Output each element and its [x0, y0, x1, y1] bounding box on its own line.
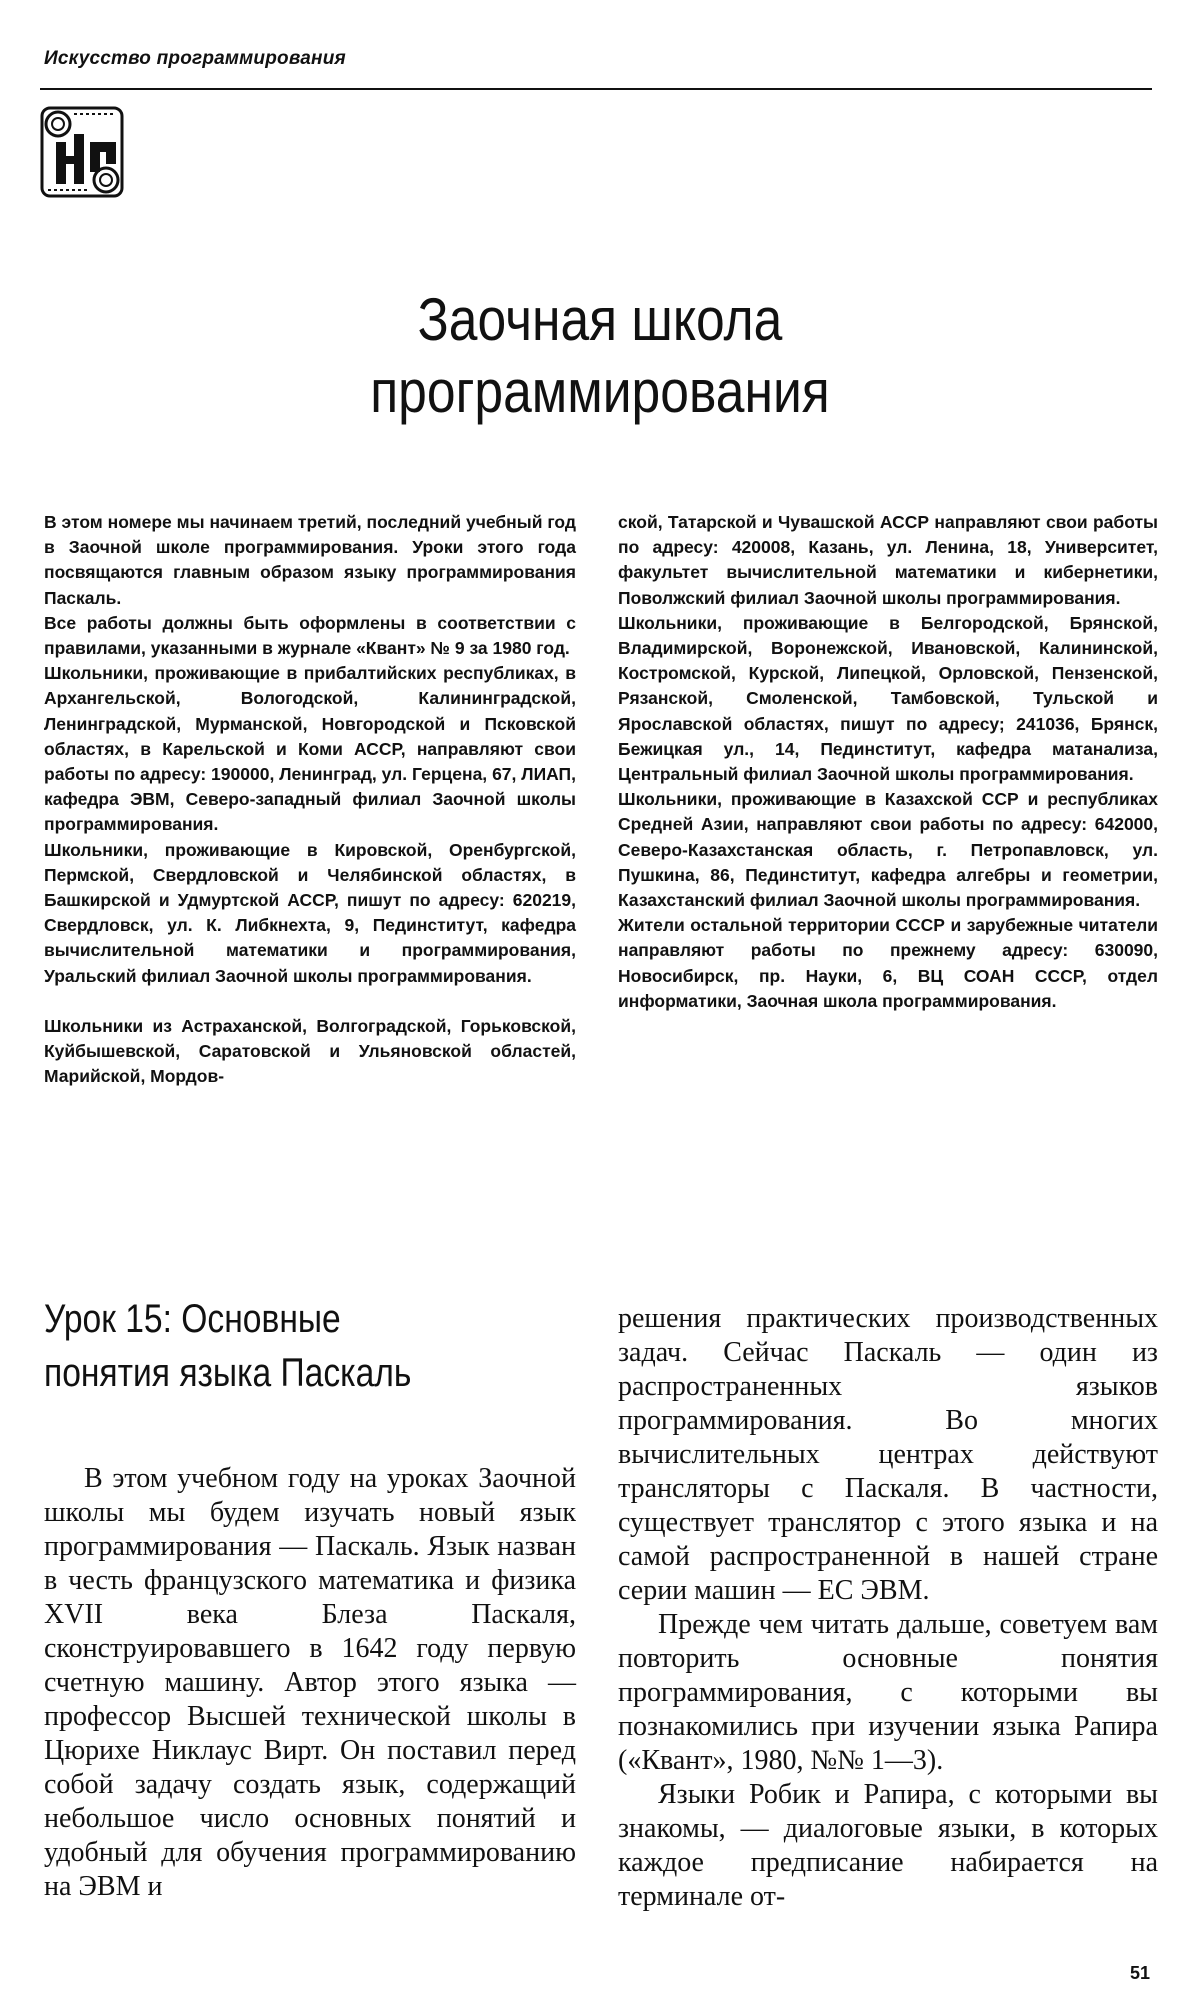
intro-paragraph: Школьники, проживающие в прибалтийских республиках, в Архангельской, Вологодской, Калининградской, Ленинградской, Мурманской, Новгородской и Псковской областях, в Карельской и Коми АССР, направляют свои работы по адресу: 190000, Ленинград, ул. Герцена, 67, ЛИАП, кафедра ЭВМ, Северо-западный филиал Заочной школы программирования.: [44, 663, 576, 835]
lesson-title: [44, 1292, 481, 1400]
intro-paragraph: Все работы должны быть оформлены в соответствии с правилами, указанными в журнале «Квант» № 9 за 1980 год.: [44, 612, 576, 659]
intro-paragraph: Школьники, проживающие в Кировской, Оренбургской, Пермской, Свердловской и Челябинской областях, в Башкирской и Удмуртской АССР, пишут по адресу: 620219, Свердловск, ул. К. Либкнехта, 9, Пединститут, кафедра вычислительной математики и программирования, Уральский филиал Заочной школы программирования.: [44, 839, 576, 986]
title-line-2: программирования: [370, 358, 830, 425]
title-line-1: Заочная школа: [417, 286, 783, 353]
intro-right-column: [618, 510, 1158, 1014]
lesson-title-line-2: понятия языка Паскаль: [44, 1351, 412, 1395]
body-right-column: [618, 1302, 1158, 1914]
body-paragraph: В этом учебном году на уроках Заочной школы мы будем изучать новый язык программирования — Паскаль. Язык назван в честь французского математика и физика XVII века Блеза Паскаля, сконструировавшего в 1642 году первую счетную машину. Автор этого языка — профессор Высшей технической школы в Цюрихе Никлаус Вирт. Он поставил перед собой задачу создать язык, содержащий небольшое число основных понятий и удобный для обучения программированию на ЭВМ и: [44, 1463, 576, 1902]
intro-paragraph: В этом номере мы начинаем третий, последний учебный год в Заочной школе программирования. Уроки этого года посвящаются главным образом языку программирования Паскаль.: [44, 512, 576, 608]
lesson-title-line-1: Урок 15: Основные: [44, 1297, 341, 1341]
body-paragraph: Языки Робик и Рапира, с которыми вы знакомы, — диалоговые языки, в которых каждое предписание набирается на терминале от-: [618, 1779, 1158, 1912]
intro-left-column: [44, 510, 576, 1089]
section-logo-icon: [40, 106, 124, 198]
header-divider: [40, 88, 1152, 90]
intro-paragraph: Школьники, проживающие в Казахской ССР и республиках Средней Азии, направляют свои работы по адресу: 642000, Северо-Казахстанская область, г. Петропавловск, ул. Пушкина, 86, Пединститут, кафедра алгебры и геометрии, Казахстанский филиал Заочной школы программирования.: [618, 789, 1158, 911]
page-title: [325, 284, 875, 428]
page-number: 51: [1130, 1963, 1151, 1983]
body-left-column: [44, 1462, 576, 1904]
body-paragraph: Прежде чем читать дальше, советуем вам повторить основные понятия программирования, с которыми вы познакомились при изучении языка Рапира («Квант», 1980, №№ 1—3).: [618, 1609, 1158, 1776]
intro-paragraph: Жители остальной территории СССР и зарубежные читатели направляют работы по прежнему адресу: 630090, Новосибирск, пр. Науки, 6, ВЦ СОАН СССР, отдел информатики, Заочная школа программирования.: [618, 915, 1158, 1011]
intro-paragraph: Школьники из Астраханской, Волгоградской, Горьковской, Куйбышевской, Саратовской и Ульяновской областей, Марийской, Мордов-: [44, 1015, 576, 1087]
intro-paragraph: ской, Татарской и Чувашской АССР направляют свои работы по адресу: 420008, Казань, ул. Ленина, 18, Университет, факультет вычислительной математики и кибернетики, Поволжский филиал Заочной школы программирования.: [618, 512, 1158, 608]
intro-paragraph: Школьники, проживающие в Белгородской, Брянской, Владимирской, Воронежской, Ивановской, Калининской, Костромской, Курской, Липецкой, Орловской, Пензенской, Рязанской, Смоленской, Тамбовской, Тульской и Ярославской областях, пишут по адресу; 241036, Брянск, Бежицкая ул., 14, Пединститут, кафедра матанализа, Центральный филиал Заочной школы программирования.: [618, 612, 1158, 785]
section-header: Искусство программирования: [44, 48, 346, 69]
body-paragraph: решения практических производственных задач. Сейчас Паскаль — один из распространенных языков программирования. Во многих вычислительных центрах действуют трансляторы с Паскаля. В частности, существует транслятор с этого языка и на самой распространенной в нашей стране серии машин — ЕС ЭВМ.: [618, 1303, 1158, 1606]
